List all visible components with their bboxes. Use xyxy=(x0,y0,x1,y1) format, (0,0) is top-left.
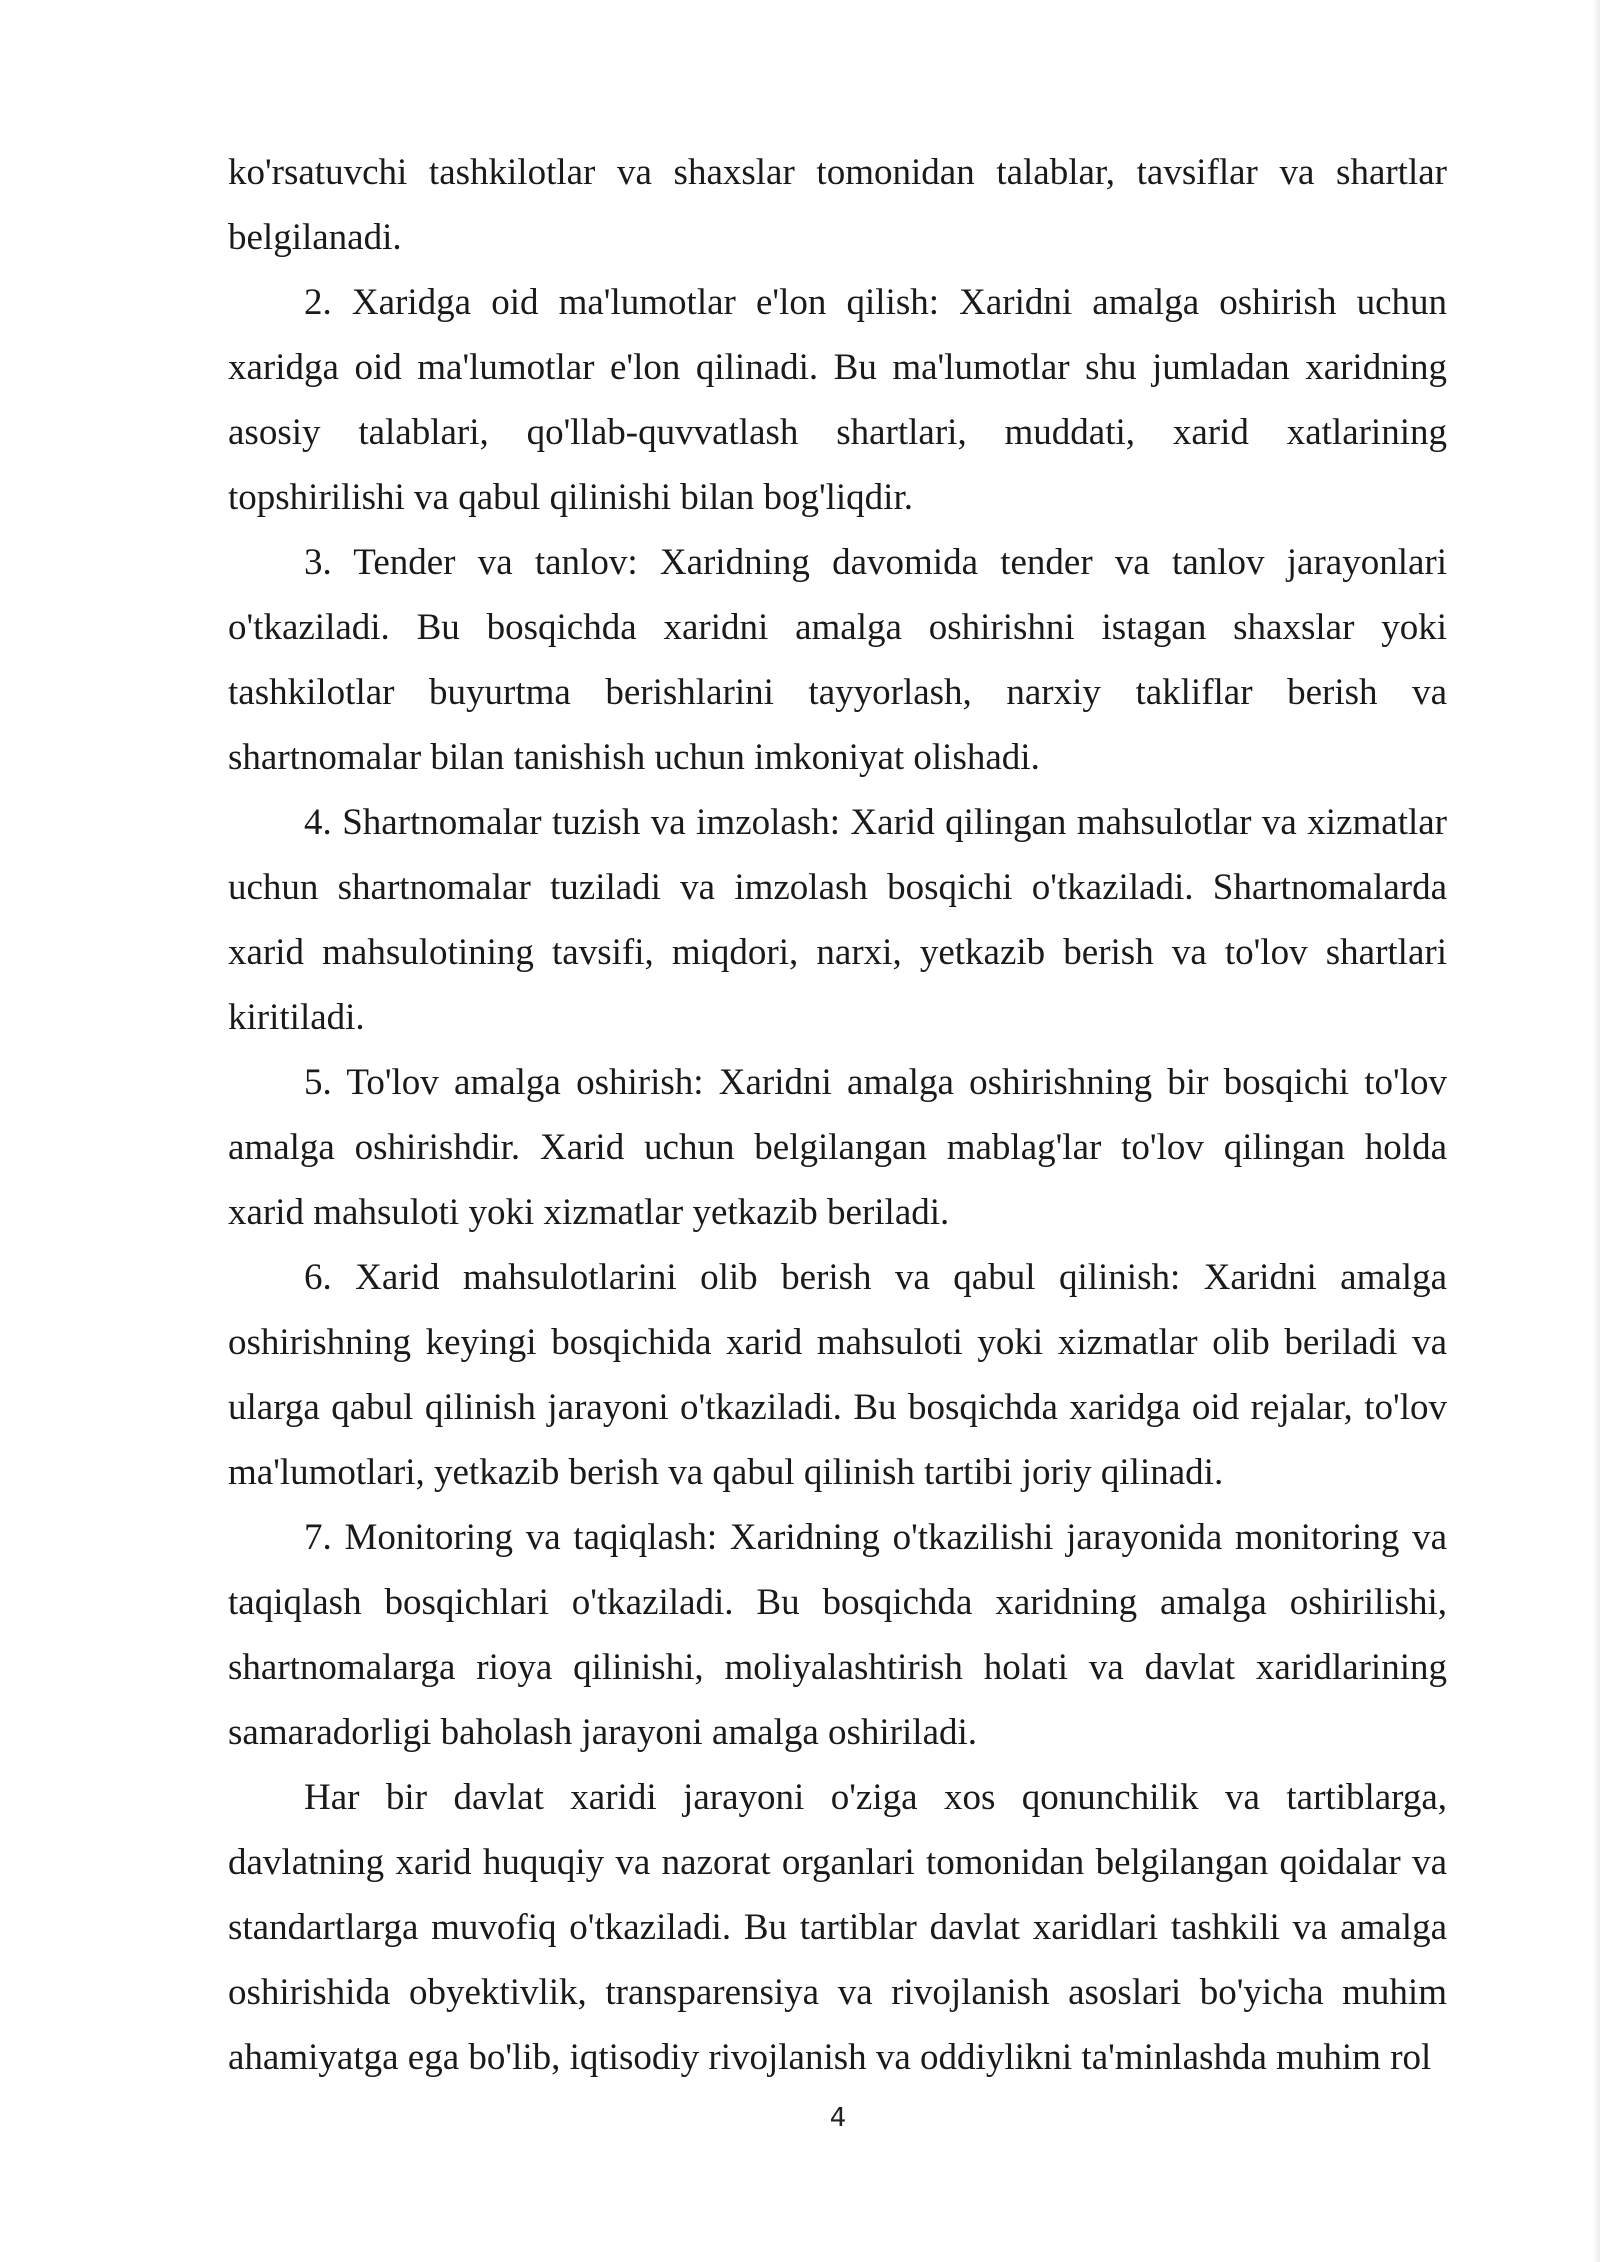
paragraph-step-7: 7. Monitoring va taqiqlash: Xaridning o'tkazilishi jarayonida monitoring va taqiqlash bosqichlari o'tkaziladi. Bu bosqichda xaridning amalga oshirilishi, shartnomalarga rioya qilinishi, moliyalashtirish holati va davlat xaridlarining samaradorligi baholash jarayoni amalga oshiriladi. xyxy=(228,1517,1447,1753)
paragraph-step-2: 2. Xaridga oid ma'lumotlar e'lon qilish: Xaridni amalga oshirish uchun xaridga oid ma'lumotlar e'lon qilinadi. Bu ma'lumotlar shu jumladan xaridning asosiy talablari, qo'llab-quvvatlash shartlari, muddati, xarid xatlarining topshirilishi va qabul qilinishi bilan bog'liqdir. xyxy=(228,282,1447,518)
paragraph-continuation: ko'rsatuvchi tashkilotlar va shaxslar tomonidan talablar, tavsiflar va shartlar belgilanadi. xyxy=(228,152,1447,258)
paragraph-step-5: 5. To'lov amalga oshirish: Xaridni amalga oshirishning bir bosqichi to'lov amalga oshirishdir. Xarid uchun belgilangan mablag'lar to'lov qilingan holda xarid mahsuloti yoki xizmatlar yetkazib beriladi. xyxy=(228,1062,1447,1233)
paragraph-step-6: 6. Xarid mahsulotlarini olib berish va qabul qilinish: Xaridni amalga oshirishning keyingi bosqichida xarid mahsuloti yoki xizmatlar olib beriladi va ularga qabul qilinish jarayoni o'tkaziladi. Bu bosqichda xaridga oid rejalar, to'lov ma'lumotlari, yetkazib berish va qabul qilinish tartibi joriy qilinadi. xyxy=(228,1257,1447,1493)
paragraph-step-3: 3. Tender va tanlov: Xaridning davomida tender va tanlov jarayonlari o'tkaziladi. Bu bosqichda xaridni amalga oshirishni istagan shaxslar yoki tashkilotlar buyurtma berishlarini tayyorlash, narxiy takliflar berish va shartnomalar bilan tanishish uchun imkoniyat olishadi. xyxy=(228,542,1447,778)
paragraph-step-4: 4. Shartnomalar tuzish va imzolash: Xarid qilingan mahsulotlar va xizmatlar uchun shartnomalar tuziladi va imzolash bosqichi o'tkaziladi. Shartnomalarda xarid mahsulotining tavsifi, miqdori, narxi, yetkazib berish va to'lov shartlari kiritiladi. xyxy=(228,802,1447,1038)
page-number: 4 xyxy=(829,2103,847,2133)
document-body xyxy=(228,140,1447,2090)
paragraph-summary: Har bir davlat xaridi jarayoni o'ziga xos qonunchilik va tartiblarga, davlatning xarid huquqiy va nazorat organlari tomonidan belgilangan qoidalar va standartlarga muvofiq o'tkaziladi. Bu tartiblar davlat xaridlari tashkili va amalga oshirishida obyektivlik, transparensiya va rivojlanish asoslari bo'yicha muhim ahamiyatga ega bo'lib, iqtisodiy rivojlanish va oddiylikni ta'minlashda muhim rol xyxy=(228,1777,1447,2078)
page-edge xyxy=(1592,0,1600,2262)
